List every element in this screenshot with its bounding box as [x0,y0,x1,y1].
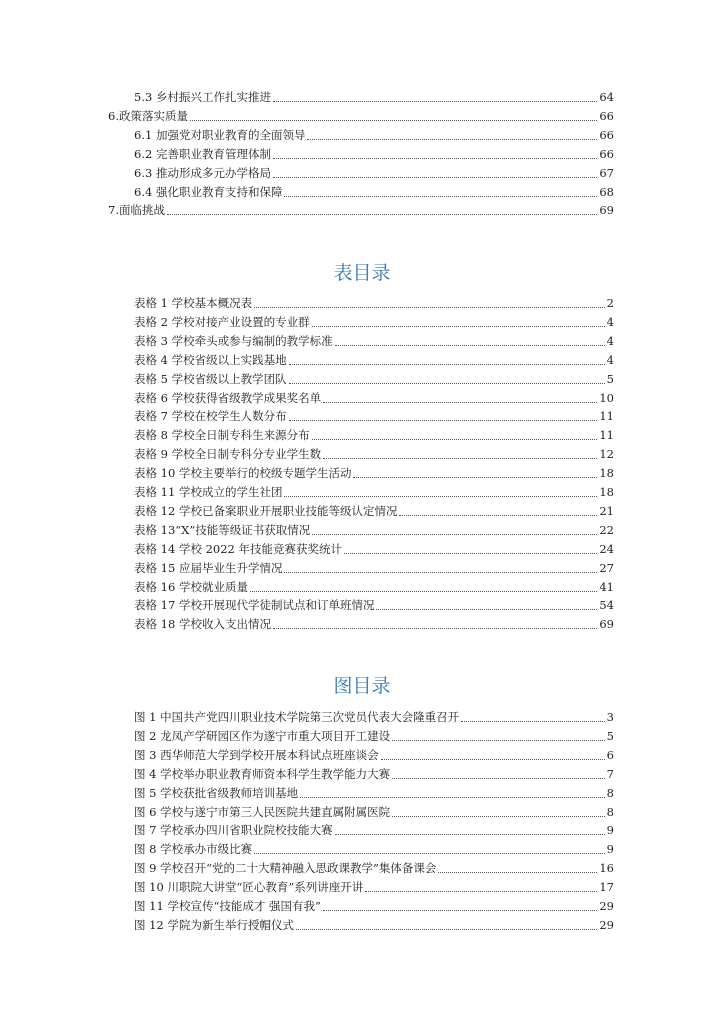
figure-entry[interactable] [134,765,614,783]
table-entry-page-number: 69 [599,617,614,632]
figure-entry[interactable] [134,840,614,858]
dot-leader [273,627,597,629]
dot-leader [344,552,597,554]
figure-entry[interactable] [134,746,614,764]
figure-entry-page-number: 29 [599,917,614,932]
table-entry[interactable] [134,313,614,331]
table-entry[interactable] [134,370,614,388]
table-entry-label: 表格 15 应届毕业生升学情况 [134,560,283,575]
figure-entry-page-number: 17 [599,880,614,895]
figure-entry[interactable] [134,708,614,726]
figure-entry-label: 图 7 学校承办四川省职业院校技能大赛 [134,823,333,838]
dot-leader [312,533,597,535]
table-entry-label: 表格 5 学校省级以上教学团队 [134,371,287,386]
dot-leader [323,457,597,459]
table-entry[interactable] [134,332,614,350]
dot-leader [284,571,597,573]
table-entry-page-number: 18 [599,466,614,481]
toc-entry-label: 6.3 推动形成多元办学格局 [134,165,271,180]
table-entry-label: 表格 12 学校已备案职业开展职业技能等级认定情况 [134,503,398,518]
dot-leader [353,476,597,478]
figure-entry-page-number: 3 [606,710,614,724]
table-entry-page-number: 21 [599,503,614,518]
dot-leader [300,796,605,798]
table-entry-label: 表格 7 学校在校学生人数分布 [134,409,287,424]
dot-leader [376,608,597,610]
dot-leader [461,720,605,722]
table-entry-page-number: 54 [599,598,614,613]
dot-leader [399,514,597,516]
figure-entry-page-number: 6 [606,747,614,762]
figure-entry-label: 图 11 学校宣传“技能成才 强国有我” [134,899,321,913]
dot-leader [335,833,605,835]
toc-entry-page-number: 69 [599,203,614,218]
dot-leader [284,195,597,197]
table-entry-label: 表格 6 学校获得省级教学成果奖名单 [134,390,322,405]
table-entry[interactable] [134,389,614,407]
figure-entry-label: 图 10 川职院大讲堂“匠心教育”系列讲座开讲 [134,880,364,895]
table-entry-label: 表格 14 学校 2022 年技能竞赛获奖统计 [134,541,343,556]
figure-entry-page-number: 5 [606,728,614,743]
table-entry-page-number: 11 [599,428,614,443]
dot-leader [289,419,598,421]
table-entry-page-number: 4 [606,333,614,348]
figure-entry-page-number: 8 [606,785,614,800]
table-entry-page-number: 10 [599,390,614,405]
figure-entry-label: 图 4 学校举办职业教育师资本科学生教学能力大赛 [134,766,391,781]
dot-leader [323,401,597,403]
figure-entry-label: 图 12 学院为新生举行授帽仪式 [134,917,294,932]
figure-entry-label: 图 2 龙凤产学研园区作为遂宁市重大项目开工建设 [134,728,391,743]
figure-entry[interactable] [134,784,614,802]
dot-leader [289,363,605,365]
figure-entry[interactable] [134,897,614,915]
dot-leader [284,495,597,497]
toc-entry-label: 7.面临挑战 [108,203,165,218]
dot-leader [190,119,597,121]
table-entry-label: 表格 17 学校开展现代学徒制试点和订单班情况 [134,598,375,613]
toc-entry-page-number: 66 [599,146,614,161]
table-entry[interactable] [134,559,614,577]
dot-leader [312,438,598,440]
dot-leader [392,777,605,779]
toc-entry[interactable] [134,145,614,163]
dot-leader [392,739,605,741]
table-entry[interactable] [134,407,614,425]
toc-entry-label: 6.政策落实质量 [108,108,188,123]
table-entry[interactable] [134,464,614,482]
dot-leader [273,100,597,102]
table-entry-label: 表格 3 学校牵头或参与编制的教学标准 [134,333,333,348]
figure-entry-label: 图 6 学校与遂宁市第三人民医院共建直属附属医院 [134,804,391,819]
table-entry-label: 表格 1 学校基本概况表 [134,296,253,310]
toc-entry[interactable] [134,126,614,144]
table-entry-label: 表格 8 学校全日制专科生来源分布 [134,428,310,443]
table-entry[interactable] [134,294,614,312]
table-entry-page-number: 5 [606,371,614,386]
dot-leader [323,909,598,911]
dot-leader [167,213,597,215]
dot-leader [254,306,605,308]
toc-entry[interactable] [108,107,614,125]
table-entry-page-number: 18 [599,485,614,499]
table-entry-page-number: 11 [599,409,614,424]
table-entry-label: 表格 13“X”技能等级证书获取情况 [134,522,311,537]
table-entry-label: 表格 11 学校成立的学生社团 [134,485,283,499]
table-entry[interactable] [134,502,614,520]
table-entry-page-number: 27 [599,560,614,575]
toc-entry-label: 5.3 乡村振兴工作扎实推进 [134,90,271,104]
dot-leader [289,382,605,384]
figure-entry-label: 图 8 学校承办市级比赛 [134,842,253,857]
figure-entry[interactable] [134,727,614,745]
figure-entry-label: 图 5 学校获批省级教师培训基地 [134,785,299,800]
table-entry[interactable] [134,445,614,463]
toc-entry-page-number: 68 [599,184,614,199]
table-entry-page-number: 4 [606,314,614,329]
table-entry-label: 表格 2 学校对接产业设置的专业群 [134,314,310,329]
figure-entry[interactable] [134,803,614,821]
toc-entry-label: 6.1 加强党对职业教育的全面领导 [134,127,306,142]
toc-entry[interactable] [134,88,614,106]
figure-entry-label: 图 9 学校召开“党的二十大精神融入思政课教学”集体备课会 [134,861,437,876]
tables-heading: 表目录 [333,262,391,284]
table-entry-page-number: 24 [599,541,614,556]
table-entry-page-number: 12 [599,447,614,462]
toc-entry-page-number: 64 [599,90,614,104]
table-entry[interactable] [134,351,614,369]
table-entry-label: 表格 10 学校主要举行的校级专题学生活动 [134,466,352,481]
toc-entry-label: 6.2 完善职业教育管理体制 [134,146,271,161]
toc-entry-page-number: 66 [599,108,614,123]
table-entry-page-number: 4 [606,352,614,367]
toc-entry[interactable] [134,183,614,201]
figure-entry[interactable] [134,916,614,934]
table-entry[interactable] [134,426,614,444]
figures-heading: 图目录 [333,675,391,697]
figure-entry-label: 图 3 西华师范大学到学校开展本科试点班座谈会 [134,747,379,762]
dot-leader [365,890,597,892]
toc-entry[interactable] [108,201,614,219]
toc-entry[interactable] [134,164,614,182]
figure-entry-page-number: 7 [606,766,614,781]
table-entry-label: 表格 16 学校就业质量 [134,579,248,594]
figure-entry-page-number: 16 [599,861,614,876]
figure-entry[interactable] [134,859,614,877]
toc-entry-page-number: 66 [599,127,614,142]
table-entry-label: 表格 4 学校省级以上实践基地 [134,352,287,367]
dot-leader [273,176,597,178]
table-entry-page-number: 2 [606,296,614,310]
table-entry[interactable] [134,483,614,501]
figure-entry[interactable] [134,821,614,839]
table-entry-label: 表格 9 学校全日制专科分专业学生数 [134,447,322,462]
dot-leader [254,852,605,854]
table-entry[interactable] [134,615,614,633]
table-entry-page-number: 22 [599,522,614,537]
table-entry[interactable] [134,578,614,596]
figure-entry-page-number: 9 [606,842,614,857]
toc-entry-label: 6.4 强化职业教育支持和保障 [134,184,283,199]
table-entry[interactable] [134,540,614,558]
dot-leader [307,138,597,140]
figure-entry-label: 图 1 中国共产党四川职业技术学院第三次党员代表大会隆重召开 [134,710,460,724]
table-entry-label: 表格 18 学校收入支出情况 [134,617,271,632]
dot-leader [250,590,597,592]
dot-leader [438,871,597,873]
toc-entry-page-number: 67 [599,165,614,180]
figure-entry-page-number: 29 [599,899,614,913]
dot-leader [381,758,605,760]
table-entry-page-number: 41 [599,579,614,594]
figure-entry-page-number: 9 [606,823,614,838]
dot-leader [335,344,605,346]
dot-leader [392,815,605,817]
table-entry[interactable] [134,596,614,614]
figure-entry[interactable] [134,878,614,896]
figure-entry-page-number: 8 [606,804,614,819]
table-entry[interactable] [134,521,614,539]
dot-leader [296,928,597,930]
dot-leader [312,325,605,327]
dot-leader [273,157,597,159]
